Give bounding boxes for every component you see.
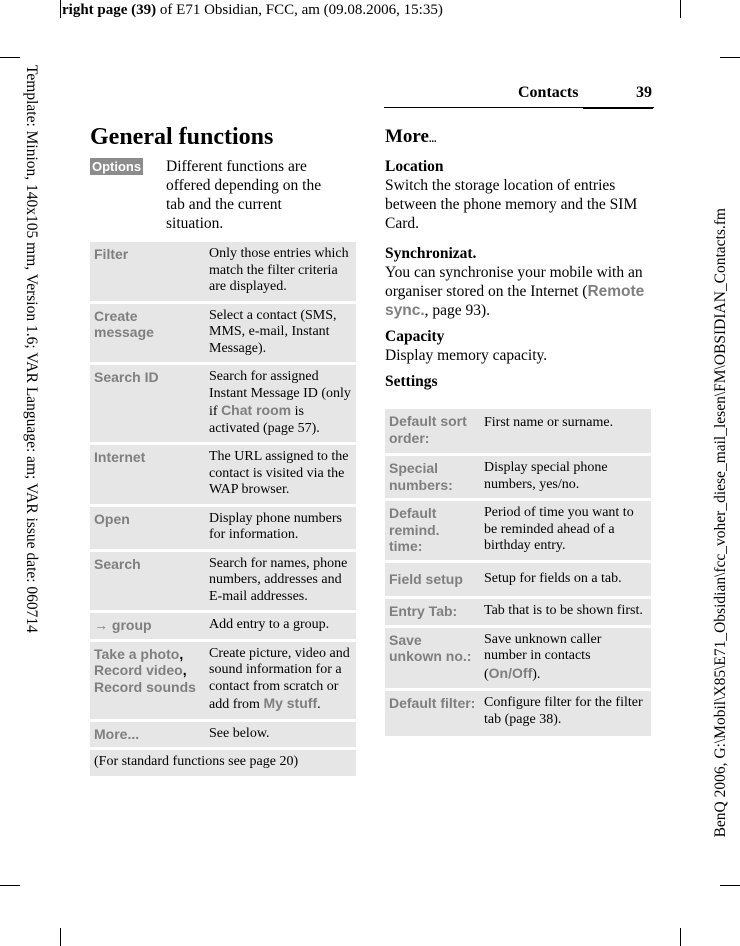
right-column-text [385,157,647,391]
table-row [90,365,356,442]
function-desc: Only those entries which match the filter criteria are displayed. [205,242,356,301]
crop-mark [720,885,740,886]
setting-key: Default remind. time: [385,501,480,560]
desc-part: . [317,697,321,712]
setting-key: Field setup [385,563,480,597]
page-title: General functions [90,124,274,150]
setting-desc: Setup for fields on a tab. [480,563,651,597]
function-key [90,613,205,639]
function-key: Create message [90,304,205,363]
setting-key: Save unkown no.: [385,628,480,689]
crop-mark [60,928,61,946]
my-stuff-link: My stuff [263,695,318,711]
function-desc: Search for names, phone numbers, addresses and E-mail addresses. [205,552,356,611]
crop-mark [0,57,20,58]
function-desc: Add entry to a group. [205,613,356,639]
table-row [385,456,651,498]
setting-desc: Tab that is to be shown first. [480,599,651,625]
table-row [385,409,651,453]
running-header-rest: of E71 Obsidian, FCC, am (09.08.2006, 15:35) [156,2,443,18]
table-row [90,304,356,363]
settings-table [385,406,651,739]
setting-desc: Display special phone numbers, yes/no. [480,456,651,498]
sync-heading: Synchronizat. [385,245,477,262]
setting-desc: First name or surname. [480,409,651,453]
crop-mark [680,928,681,946]
function-desc: Display phone numbers for information. [205,507,356,549]
take-photo-key: Take a photo [94,645,180,662]
setting-key: Special numbers: [385,456,480,498]
settings-heading: Settings [385,373,438,390]
off-option: Off [512,664,533,681]
slash: / [508,664,513,681]
table-row [385,563,651,597]
group-key: group [111,617,152,633]
desc-part: Create picture, video and sound information for a contact from scratch or add from [209,645,350,712]
crop-mark [60,0,61,18]
location-text: Switch the storage location of entries between the phone memory and the SIM Card. [385,177,638,232]
location-heading: Location [385,158,444,175]
table-row [90,642,356,719]
template-info: Template: Minion, 140x105 mm, Version 1.6; VAR Language: am; VAR issue date: 060714 [23,65,40,633]
crop-mark [720,57,740,58]
standard-functions-note: (For standard functions see page 20) [90,750,356,776]
setting-desc: Period of time you want to be reminded ahead of a birthday entry. [480,501,651,560]
capacity-heading: Capacity [385,328,445,345]
desc-part: ). [532,666,541,682]
setting-desc [480,628,651,689]
function-desc: Select a contact (SMS, MMS, e-mail, Instant Message). [205,304,356,363]
setting-desc: Configure filter for the filter tab (page 38). [480,691,651,736]
function-desc [205,642,356,719]
function-key: Open [90,507,205,549]
table-row [90,552,356,611]
file-path-info: BenQ 2006, G:\Mobil\X85\E71_Obsidian\fcc_voher_diese_mail_lesen\FM\OBSIDIAN_Contacts.fm [712,208,729,838]
table-row [385,599,651,625]
table-footer-row [90,750,356,776]
table-row [90,507,356,549]
running-header-bold: right page (39) [62,2,157,18]
setting-key: Entry Tab: [385,599,480,625]
sync-text-a: You can synchronise your mobile with an organiser stored on the Internet ( [385,264,643,300]
desc-part: Save unknown caller number in contacts ( [484,631,602,682]
chat-room-link: Chat room [221,402,292,418]
arrow-icon: → [94,617,108,633]
table-row [385,501,651,560]
function-desc: The URL assigned to the contact is visited via the WAP browser. [205,445,356,504]
setting-key: Default filter: [385,691,480,736]
section-header: Contacts [518,84,579,101]
general-functions-table [90,239,356,779]
function-key: Search ID [90,365,205,442]
function-key: More... [90,722,205,748]
table-row [90,722,356,748]
record-video-key: Record video [94,662,183,678]
on-option: On [488,664,509,681]
setting-key: Default sort order: [385,409,480,453]
function-desc: See below. [205,722,356,748]
function-key: Filter [90,242,205,301]
header-rule-thick [583,107,653,109]
sync-text [385,264,644,319]
table-row [90,242,356,301]
sync-text-b: , page 93). [424,302,491,319]
crop-mark [680,0,681,18]
options-softkey-badge: Options [92,159,142,174]
desc-part: Search for assigned Instant Message ID (only if [209,369,351,419]
running-header [62,2,443,19]
page-number: 39 [636,84,652,101]
function-key: Internet [90,445,205,504]
table-row [385,628,651,689]
capacity-text: Display memory capacity. [385,347,548,364]
function-key: Take a photo, Record video, Record sounds [90,642,205,719]
function-key: Search [90,552,205,611]
table-row [385,691,651,736]
function-desc [205,365,356,442]
desc-part: is activated (page 57). [209,404,320,436]
ellipsis: ... [428,134,437,145]
more-heading: More... [385,126,437,147]
crop-mark [0,885,20,886]
table-row [90,613,356,639]
intro-text: Different functions are offered depending on the tab and the current situation. [166,158,322,232]
remote-sync-link: Remote sync. [385,283,645,319]
record-sounds-key: Record sounds [94,678,196,695]
table-row [90,445,356,504]
